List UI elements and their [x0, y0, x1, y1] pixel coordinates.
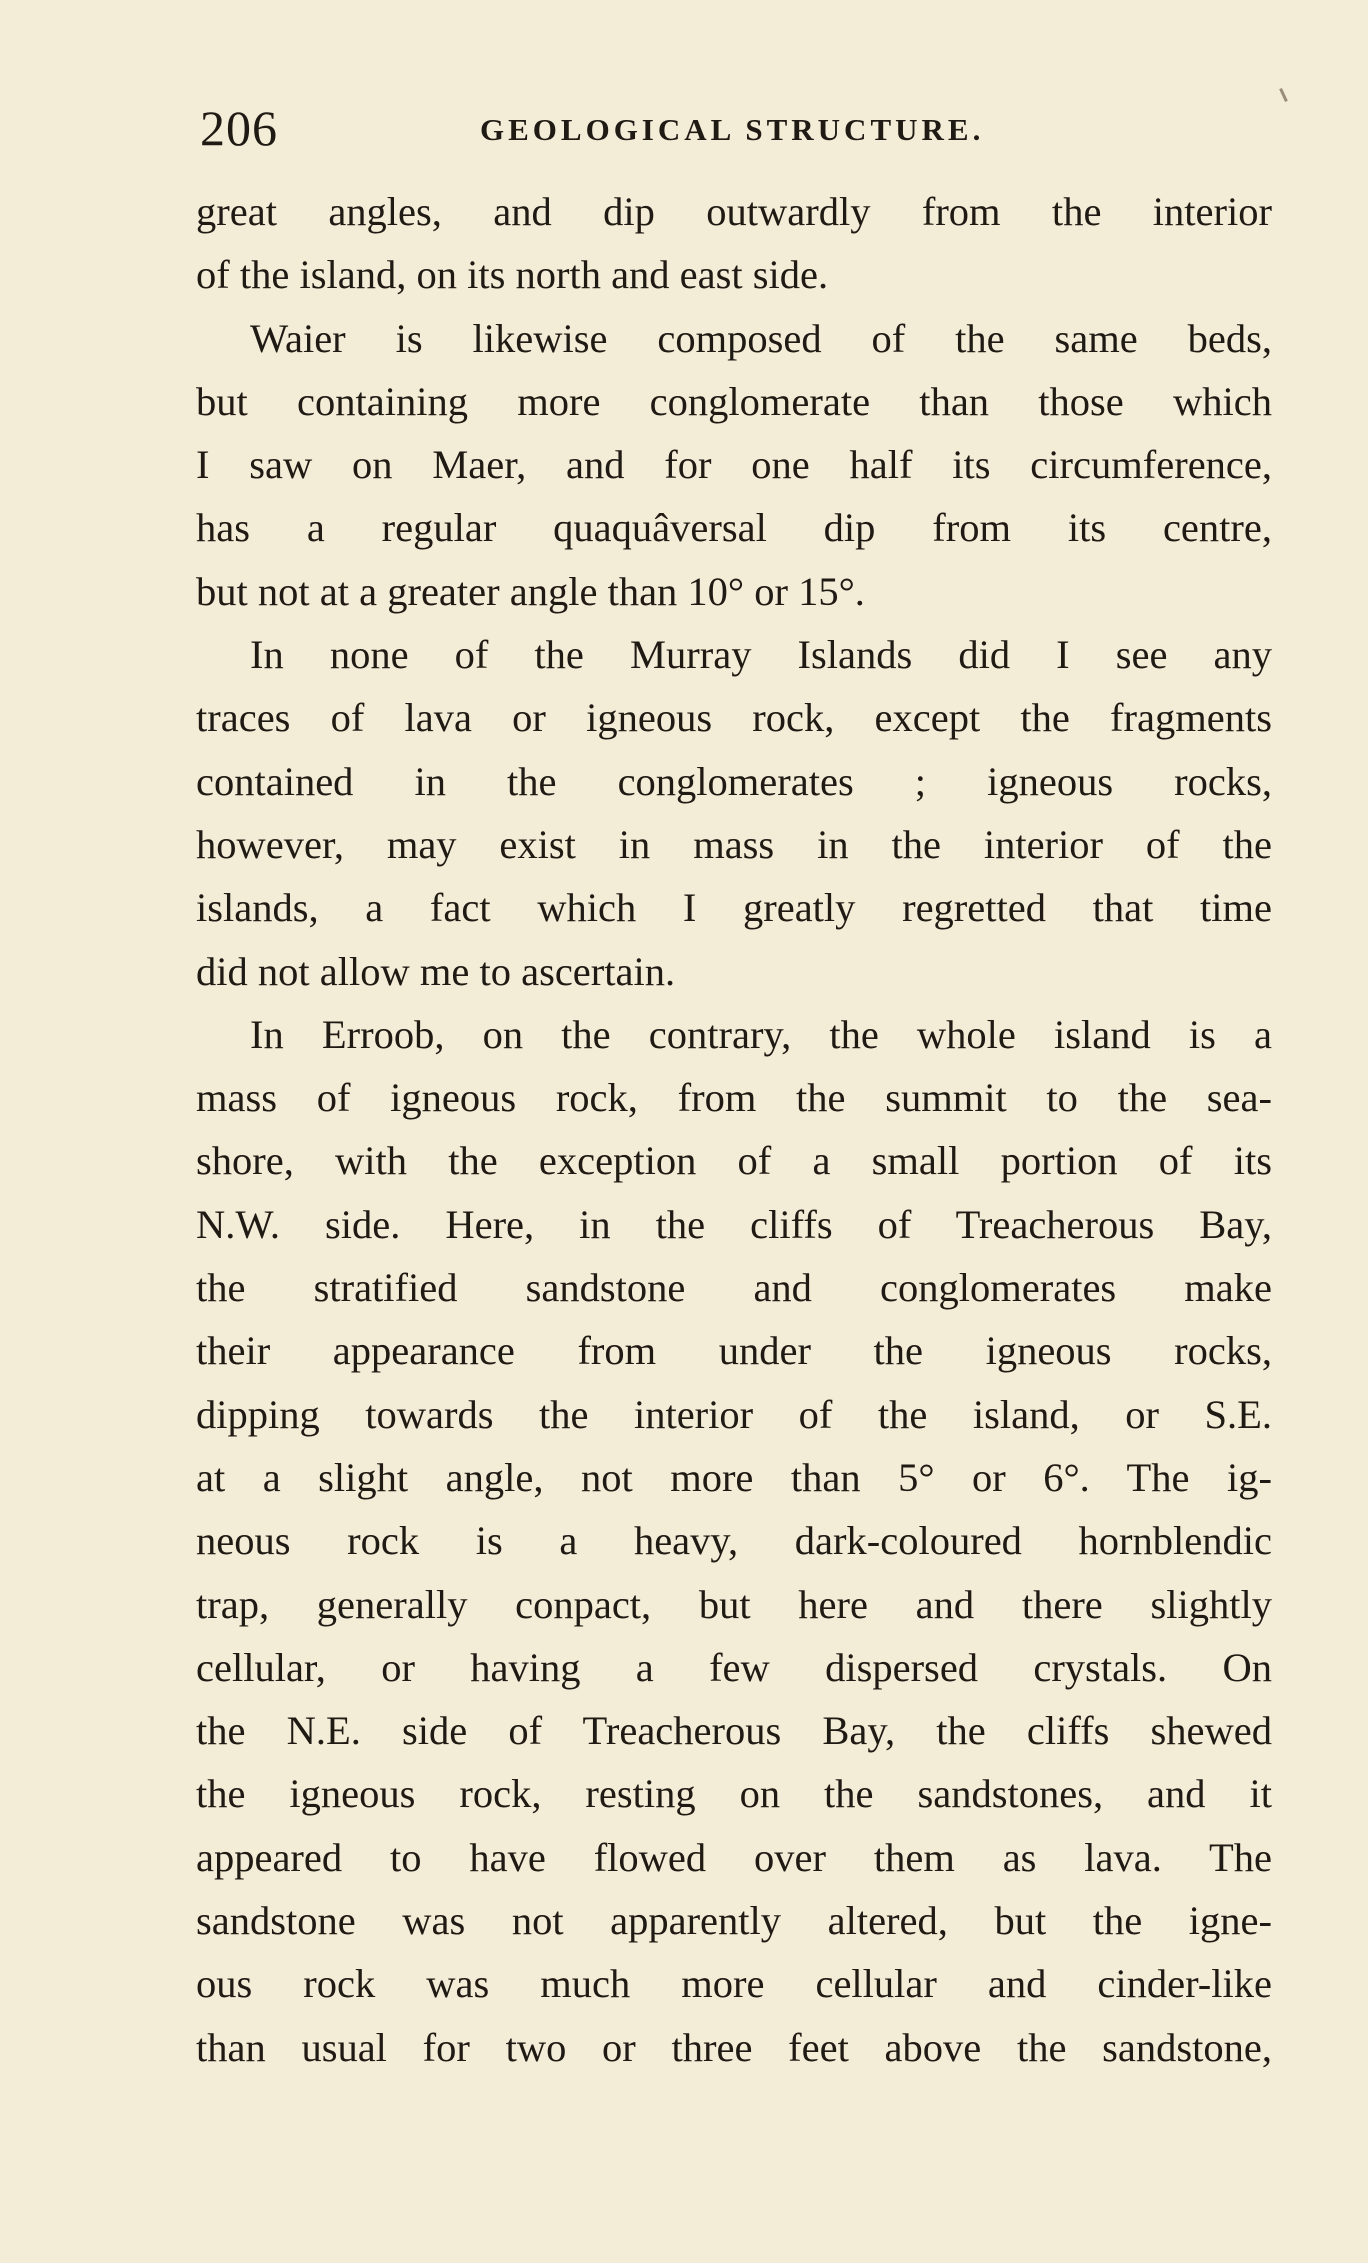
page-number: 206 [200, 100, 278, 156]
text-line: than usual for two or three feet above the sandstone, [196, 2024, 1272, 2070]
text-line: mass of igneous rock, from the summit to the sea- [196, 1075, 1272, 1121]
text-line: dipping towards the interior of the island, or S.E. [196, 1391, 1272, 1437]
text-line: In Erroob, on the contrary, the whole island is a [250, 1011, 1272, 1057]
text-line: ous rock was much more cellular and cinder-like [196, 1961, 1272, 2007]
text-line: has a regular quaquâversal dip from its centre, [196, 505, 1272, 551]
text-line: appeared to have flowed over them as lava. The [196, 1834, 1272, 1880]
text-line: but not at a greater angle than 10° or 15°. [196, 568, 865, 614]
text-line: the N.E. side of Treacherous Bay, the cliffs shewed [196, 1708, 1272, 1754]
text-line: their appearance from under the igneous rocks, [196, 1328, 1272, 1374]
running-head: GEOLOGICAL STRUCTURE. [480, 112, 985, 147]
text-line: neous rock is a heavy, dark-coloured hornblendic [196, 1518, 1272, 1564]
body-text [196, 180, 1272, 2079]
text-line: however, may exist in mass in the interior of the [196, 821, 1272, 867]
ink-speck [1279, 88, 1288, 102]
text-line: sandstone was not apparently altered, but the igne- [196, 1898, 1272, 1944]
text-line: N.W. side. Here, in the cliffs of Treacherous Bay, [196, 1201, 1272, 1247]
text-line: trap, generally conpact, but here and there slightly [196, 1581, 1272, 1627]
text-line: islands, a fact which I greatly regretted that time [196, 885, 1272, 931]
text-line: In none of the Murray Islands did I see any [250, 632, 1272, 678]
text-line: I saw on Maer, and for one half its circumference, [196, 442, 1272, 488]
text-line: cellular, or having a few dispersed crystals. On [196, 1644, 1272, 1690]
text-line: but containing more conglomerate than those which [196, 378, 1272, 424]
text-line: did not allow me to ascertain. [196, 948, 676, 994]
text-line: traces of lava or igneous rock, except the fragments [196, 695, 1272, 741]
text-line: shore, with the exception of a small portion of its [196, 1138, 1272, 1184]
text-line: of the island, on its north and east side. [196, 252, 829, 298]
text-line: great angles, and dip outwardly from the interior [196, 189, 1272, 234]
text-line: the stratified sandstone and conglomerates make [196, 1265, 1272, 1311]
text-line: the igneous rock, resting on the sandstones, and it [196, 1771, 1272, 1817]
text-line: at a slight angle, not more than 5° or 6°. The ig- [196, 1454, 1272, 1500]
text-line: Waier is likewise composed of the same beds, [250, 315, 1272, 361]
text-line: contained in the conglomerates ; igneous rocks, [196, 758, 1272, 804]
